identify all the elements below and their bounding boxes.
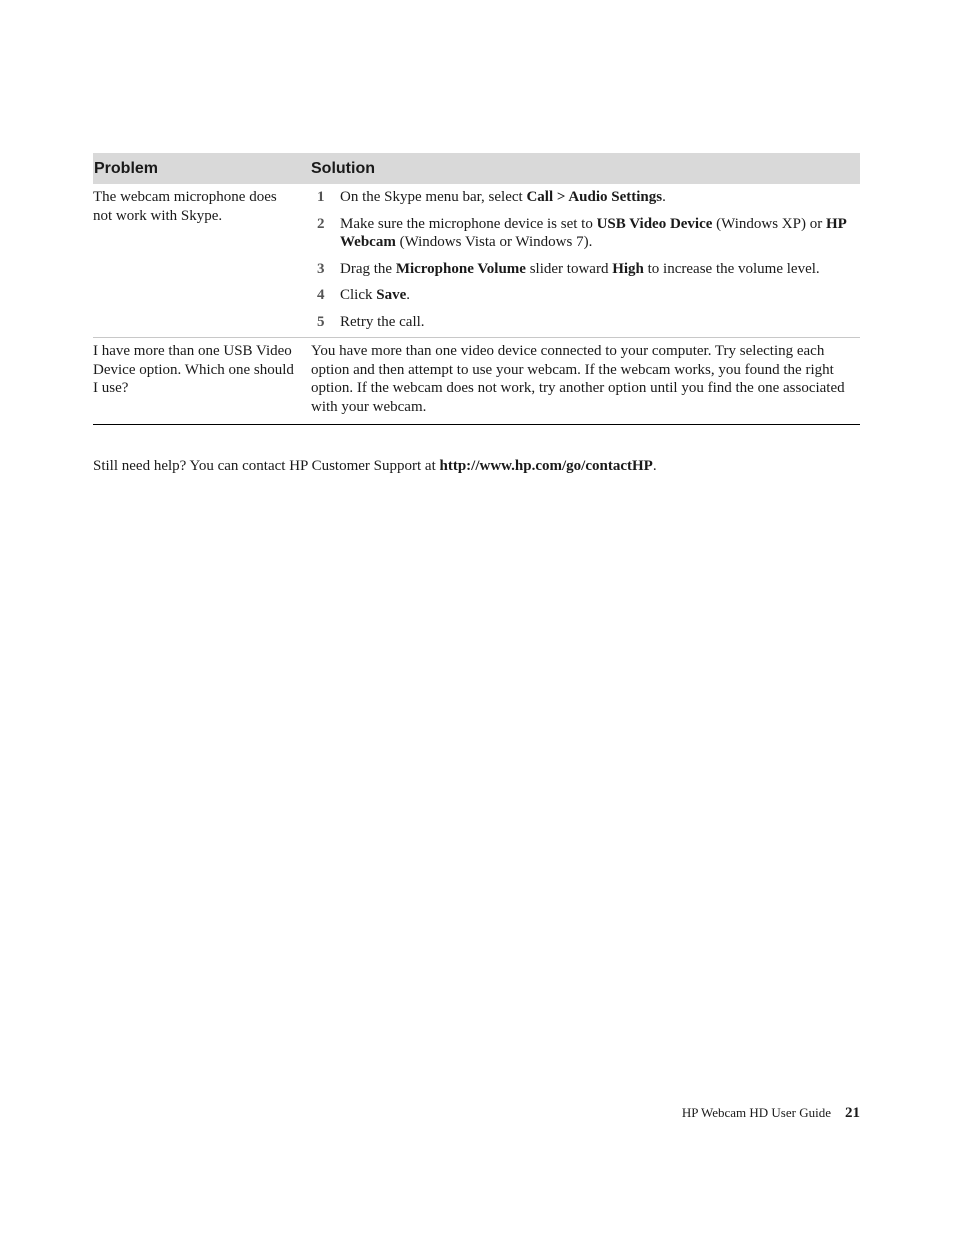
step-text: Make sure the microphone device is set to: [340, 215, 597, 232]
page-number: 21: [845, 1105, 860, 1121]
step-bold-text: Call > Audio Settings: [526, 189, 663, 205]
table-row: [93, 184, 860, 338]
step-text: (Windows Vista or Windows 7).: [395, 234, 593, 250]
step-number: 3: [317, 260, 325, 277]
step-text: Drag the: [340, 260, 396, 277]
step-text: Click: [340, 287, 377, 303]
step-bold-text: Save: [376, 287, 407, 303]
step-number: 1: [317, 189, 325, 205]
step-item: [311, 188, 860, 207]
step-text: .: [406, 287, 410, 303]
solution-column-header: Solution: [310, 153, 860, 184]
page-footer: [682, 1105, 860, 1122]
troubleshooting-table: [93, 153, 860, 425]
help-paragraph: [93, 457, 860, 476]
step-item: [311, 313, 860, 332]
step-text: Retry the call.: [340, 313, 425, 330]
step-item: [311, 215, 860, 252]
table-header-row: [93, 153, 860, 184]
solution-cell: You have more than one video device connected to your computer. Try selecting each option and then attempt to use your webcam. If the webcam works, you found the right option. If the webcam does not work, try another option until you find the one associated with your webcam.: [310, 338, 860, 425]
step-number: 4: [317, 287, 325, 303]
table-row: [93, 338, 860, 425]
step-number: 2: [317, 215, 325, 232]
step-text: On the Skype menu bar, select: [340, 189, 527, 205]
step-bold-text: Microphone Volume: [395, 260, 526, 277]
solution-cell: [310, 184, 860, 338]
step-number: 5: [317, 313, 325, 330]
problem-cell: I have more than one USB Video Device option. Which one should I use?: [93, 338, 310, 425]
step-text: (Windows XP) or: [712, 215, 826, 232]
step-item: [311, 260, 860, 279]
help-text: Still need help? You can contact HP Customer Support at: [93, 458, 440, 474]
step-bold-text: High: [612, 260, 644, 277]
step-bold-text: USB Video Device: [596, 215, 713, 232]
footer-title: HP Webcam HD User Guide: [681, 1105, 831, 1120]
step-text: .: [662, 189, 666, 205]
problem-column-header: Problem: [93, 153, 310, 184]
step-text: slider toward: [525, 260, 613, 277]
step-item: [311, 286, 860, 305]
help-text-end: .: [652, 458, 657, 474]
support-link[interactable]: http://www.hp.com/go/contactHP: [439, 458, 653, 474]
problem-cell: The webcam microphone does not work with Skype.: [93, 184, 310, 338]
solution-steps: [311, 188, 860, 331]
step-text: to increase the volume level.: [643, 260, 820, 277]
step-bold-text: HP Webcam: [340, 215, 846, 250]
